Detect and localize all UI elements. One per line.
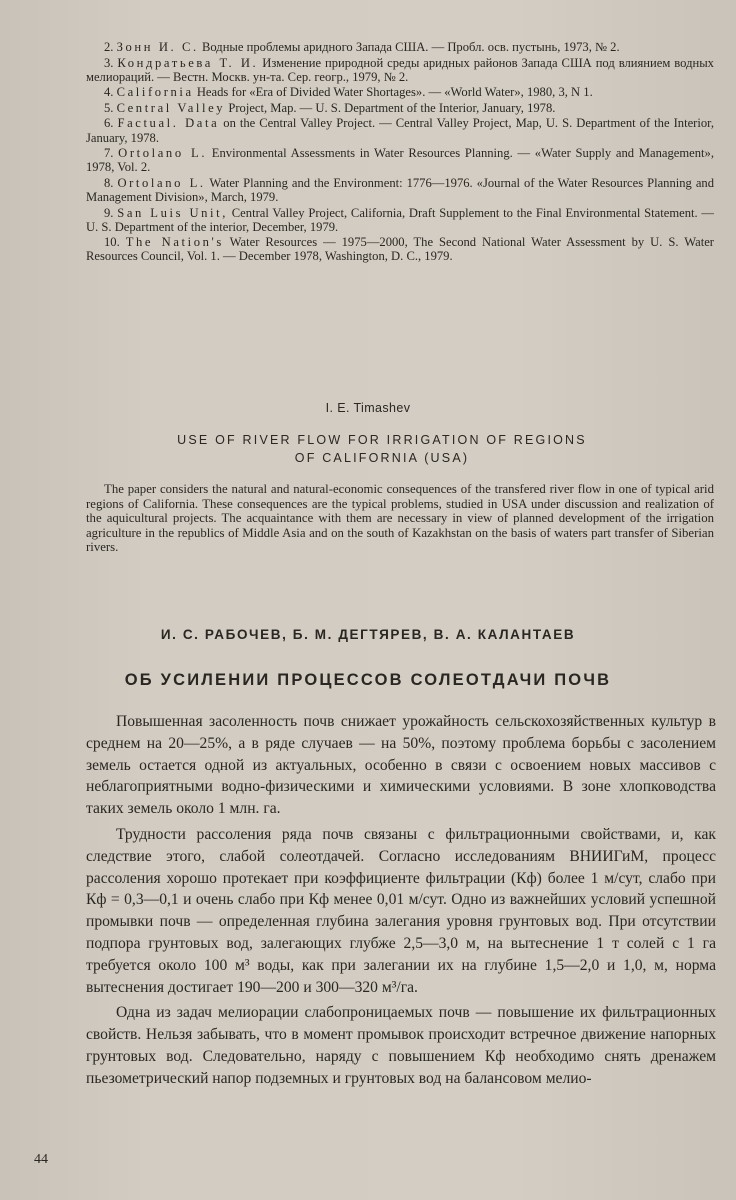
russian-article-title: ОБ УСИЛЕНИИ ПРОЦЕССОВ СОЛЕОТДАЧИ ПОЧВ bbox=[124, 671, 612, 689]
reference-author: Factual. Data bbox=[117, 116, 220, 131]
body-paragraph: Повышенная засоленность почв снижает урожайность сельскохозяйственных культур в среднем на 20—25%, а в ряде случаев — на 50%, поэтому проблема борьбы с засолением земель остается одной из актуальных, особенно в связи с освоением новых массивов с неблагоприятными водно-физическими и химическими условиями. В зоне хлопководства таких земель около 1 млн. га. bbox=[86, 713, 716, 818]
reference-author: San Luis Unit, bbox=[117, 205, 228, 220]
reference-author: Ortolano L. bbox=[117, 175, 206, 190]
body-paragraph: Трудности рассоления ряда почв связаны с фильтрационными свойствами, и, как следствие этого, слабой солеотдачей. Согласно исследованиям ВНИИГиМ, процесс рассоления хорошо протекает при коэффициенте фильтрации (Кф) более 1 м/сут, слабо при Кф = 0,3—0,1 и очень слабо при Кф менее 0,01 м/сут. Одно из важнейших условий успешной промывки почв — определенная глубина залегания уровня грунтовых вод. При отсутствии подпора грунтовых вод, залегающих глубже 2,5—3,0 м, на вытеснение 1 т солей с 1 га требуется около 100 м³ воды, как при залегании их на глубине 1,5—2,0 и 1,0, м, норма вытеснения достигает 190—200 и 300—320 м³/га. bbox=[86, 825, 716, 996]
article-body bbox=[86, 711, 716, 1094]
reference-author: California bbox=[116, 85, 194, 100]
reference-author: Central Valley bbox=[116, 100, 226, 115]
reference-item: 10. The Nation's Water Resources — 1975—2000, The Second National Water Assessment by U. S. Water Resources Council, Vol. 1. — December 1978, Washington, D. C., 1979. bbox=[86, 235, 714, 264]
english-title-line: USE OF RIVER FLOW FOR IRRIGATION OF REGIONS bbox=[177, 433, 587, 447]
reference-item: 4. California Heads for «Era of Divided Water Shortages». — «World Water», 1980, 3, N 1. bbox=[104, 85, 593, 100]
reference-item: 3. Кондратьева Т. И. Изменение природной среды аридных районов Запада США под влиянием водных мелиораций. — Вестн. Москв. ун-та. Сер. геогр., 1979, № 2. bbox=[86, 55, 714, 84]
russian-authors: И. С. РАБОЧЕВ, Б. М. ДЕГТЯРЕВ, В. А. КАЛАНТАЕВ bbox=[160, 627, 576, 642]
reference-item: 2. Зонн И. С. Водные проблемы аридного Запада США. — Пробл. осв. пустынь, 1973, № 2. bbox=[104, 40, 620, 54]
english-author: I. E. Timashev bbox=[325, 401, 411, 415]
reference-item: 7. Ortolano L. Environmental Assessments in Water Resources Planning. — «Water Supply and Management», 1978, Vol. 2. bbox=[86, 146, 714, 175]
reference-author: Кондратьева Т. И. bbox=[117, 55, 259, 70]
english-abstract: The paper considers the natural and natural-economic consequences of the transfered river flow in one of typical arid regions of California. These consequences are the typical problems, studied in USA under discussion and realization of the aquicultural projects. The acquaintance with them are necessary in view of planned development of the irrigation agriculture in the republics of Middle Asia and on the south of Kazakhstan on the basis of waters part transfer of Siberian rivers. bbox=[86, 482, 714, 555]
reference-list bbox=[86, 40, 714, 265]
body-paragraph: Одна из задач мелиорации слабопроницаемых почв — повышение их фильтрационных свойств. Нельзя забывать, что в момент промывок происходит встречное движение напорных грунтовых вод. Следовательно, наряду с повышением Кф необходимо снять дренажем пьезометрический напор подземных и грунтовых вод на балансовом мелио- bbox=[86, 1004, 716, 1087]
reference-author: Ortolano L. bbox=[118, 146, 208, 161]
reference-item: 6. Factual. Data on the Central Valley Project. — Central Valley Project, Map, U. S. Department of the Interior, January, 1978. bbox=[86, 116, 714, 145]
reference-author: The Nation's bbox=[125, 235, 224, 250]
reference-item: 9. San Luis Unit, Central Valley Project, California, Draft Supplement to the Final Environmental Statement. — U. S. Department of the interior, December, 1979. bbox=[86, 205, 715, 234]
page-number: 44 bbox=[34, 1152, 48, 1167]
reference-item: 5. Central Valley Project, Map. — U. S. Department of the Interior, January, 1978. bbox=[104, 100, 556, 115]
english-title-line: OF CALIFORNIA (USA) bbox=[294, 451, 470, 465]
reference-item: 8. Ortolano L. Water Planning and the Environment: 1776—1976. «Journal of the Water Resources Planning and Management Division», March, 1979. bbox=[86, 175, 715, 204]
reference-author: Зонн И. С. bbox=[116, 40, 199, 54]
english-title bbox=[150, 431, 614, 467]
